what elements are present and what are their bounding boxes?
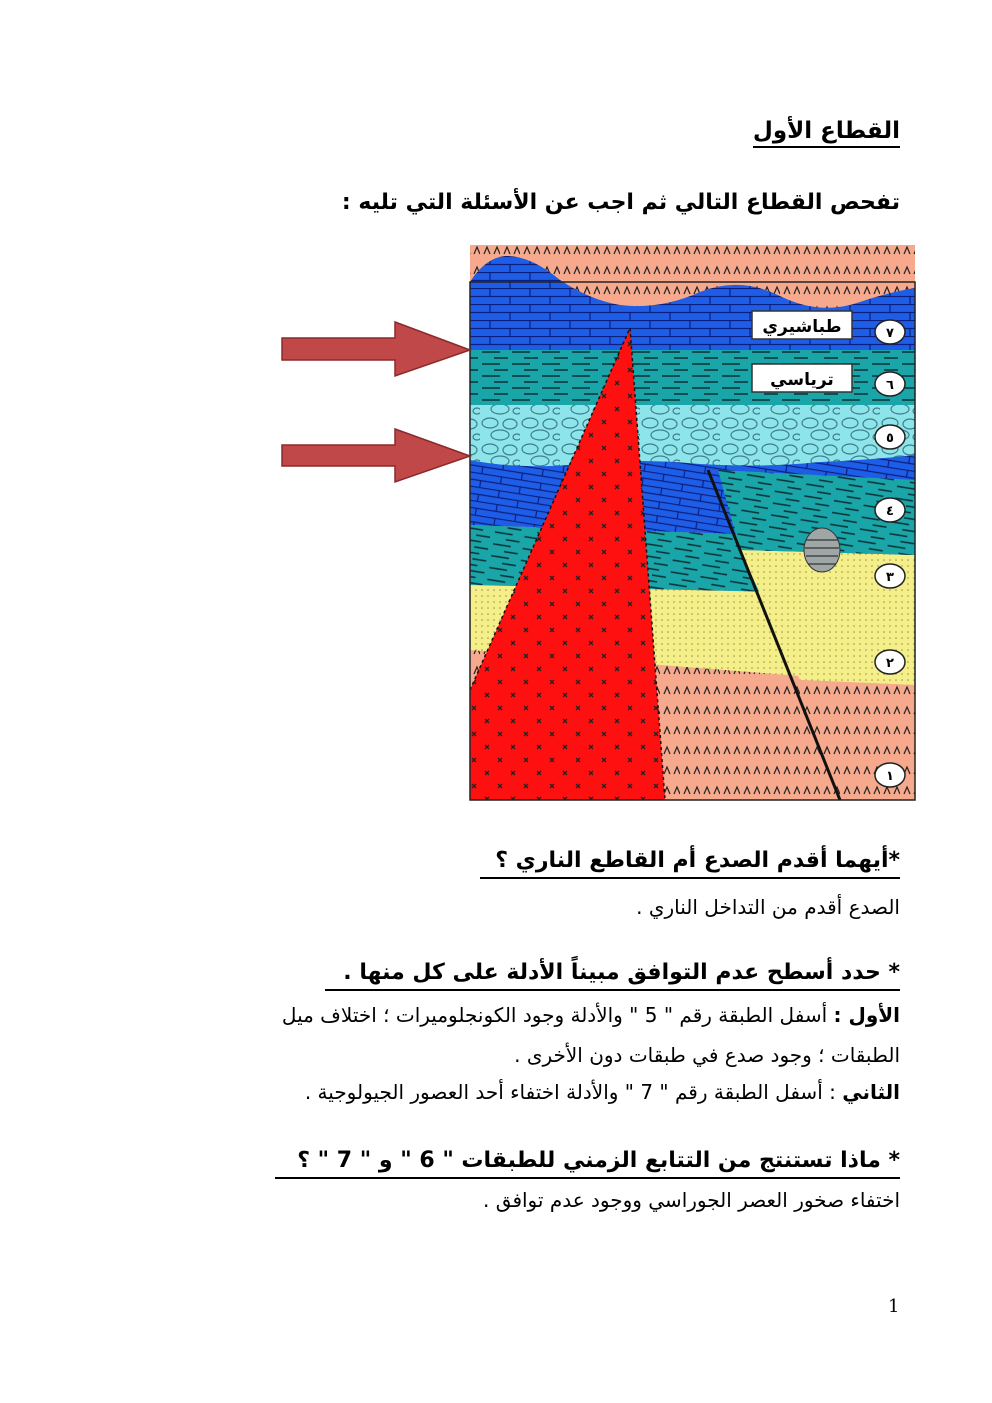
question-1: *أيهما أقدم الصدع أم القاطع الناري ؟	[480, 848, 900, 879]
svg-text:٤: ٤	[886, 504, 894, 519]
triassic-label	[752, 364, 852, 392]
svg-text:٧: ٧	[886, 326, 894, 341]
layer-number-4	[875, 498, 905, 522]
question-2: * حدد أسطح عدم التوافق مبيناً الأدلة على كل منها .	[325, 960, 900, 991]
layer-number-5	[875, 425, 905, 449]
layer-number-2	[875, 650, 905, 674]
answer-2-line-3: الثاني : أسفل الطبقة رقم " 7 " والأدلة اختفاء أحد العصور الجيولوجية .	[304, 1080, 900, 1104]
svg-text:٣: ٣	[886, 570, 894, 585]
page-title: القطاع الأول	[753, 118, 900, 148]
layer-number-7	[875, 320, 905, 344]
svg-text:١: ١	[886, 769, 894, 784]
svg-text:ترياسي: ترياسي	[770, 370, 834, 390]
unconformity-arrow-lower	[282, 429, 470, 482]
fossil-icon	[804, 528, 840, 572]
page-number: 1	[888, 1296, 900, 1317]
chalk-label	[752, 311, 852, 339]
question-3: * ماذا تستنتج من التتابع الزمني للطبقات " 6 " و " 7 " ؟	[275, 1148, 900, 1179]
answer-2-line-2: الطبقات ؛ وجود صدع في طبقات دون الأخرى .	[514, 1043, 900, 1067]
geological-cross-section	[270, 245, 930, 810]
svg-text:٦: ٦	[886, 378, 894, 393]
answer-1	[636, 895, 900, 919]
layer-number-6	[875, 372, 905, 396]
svg-text:٢: ٢	[886, 656, 894, 671]
answer-3	[483, 1188, 900, 1212]
layer-number-1	[875, 763, 905, 787]
svg-text:طباشيري: طباشيري	[762, 317, 842, 337]
instruction-text: تفحص القطاع التالي ثم اجب عن الأسئلة التي تليه :	[341, 190, 900, 215]
layer-number-3	[875, 564, 905, 588]
svg-text:٥: ٥	[886, 431, 894, 446]
answer-1-text: الصدع أقدم من التداخل الناري .	[636, 895, 900, 919]
unconformity-arrow-upper	[282, 322, 470, 376]
answer-3-text: اختفاء صخور العصر الجوراسي ووجود عدم توافق .	[483, 1188, 900, 1212]
answer-2-line-1: الأول : أسفل الطبقة رقم " 5 " والأدلة وجود الكونجلوميرات ؛ اختلاف ميل	[281, 1003, 900, 1027]
